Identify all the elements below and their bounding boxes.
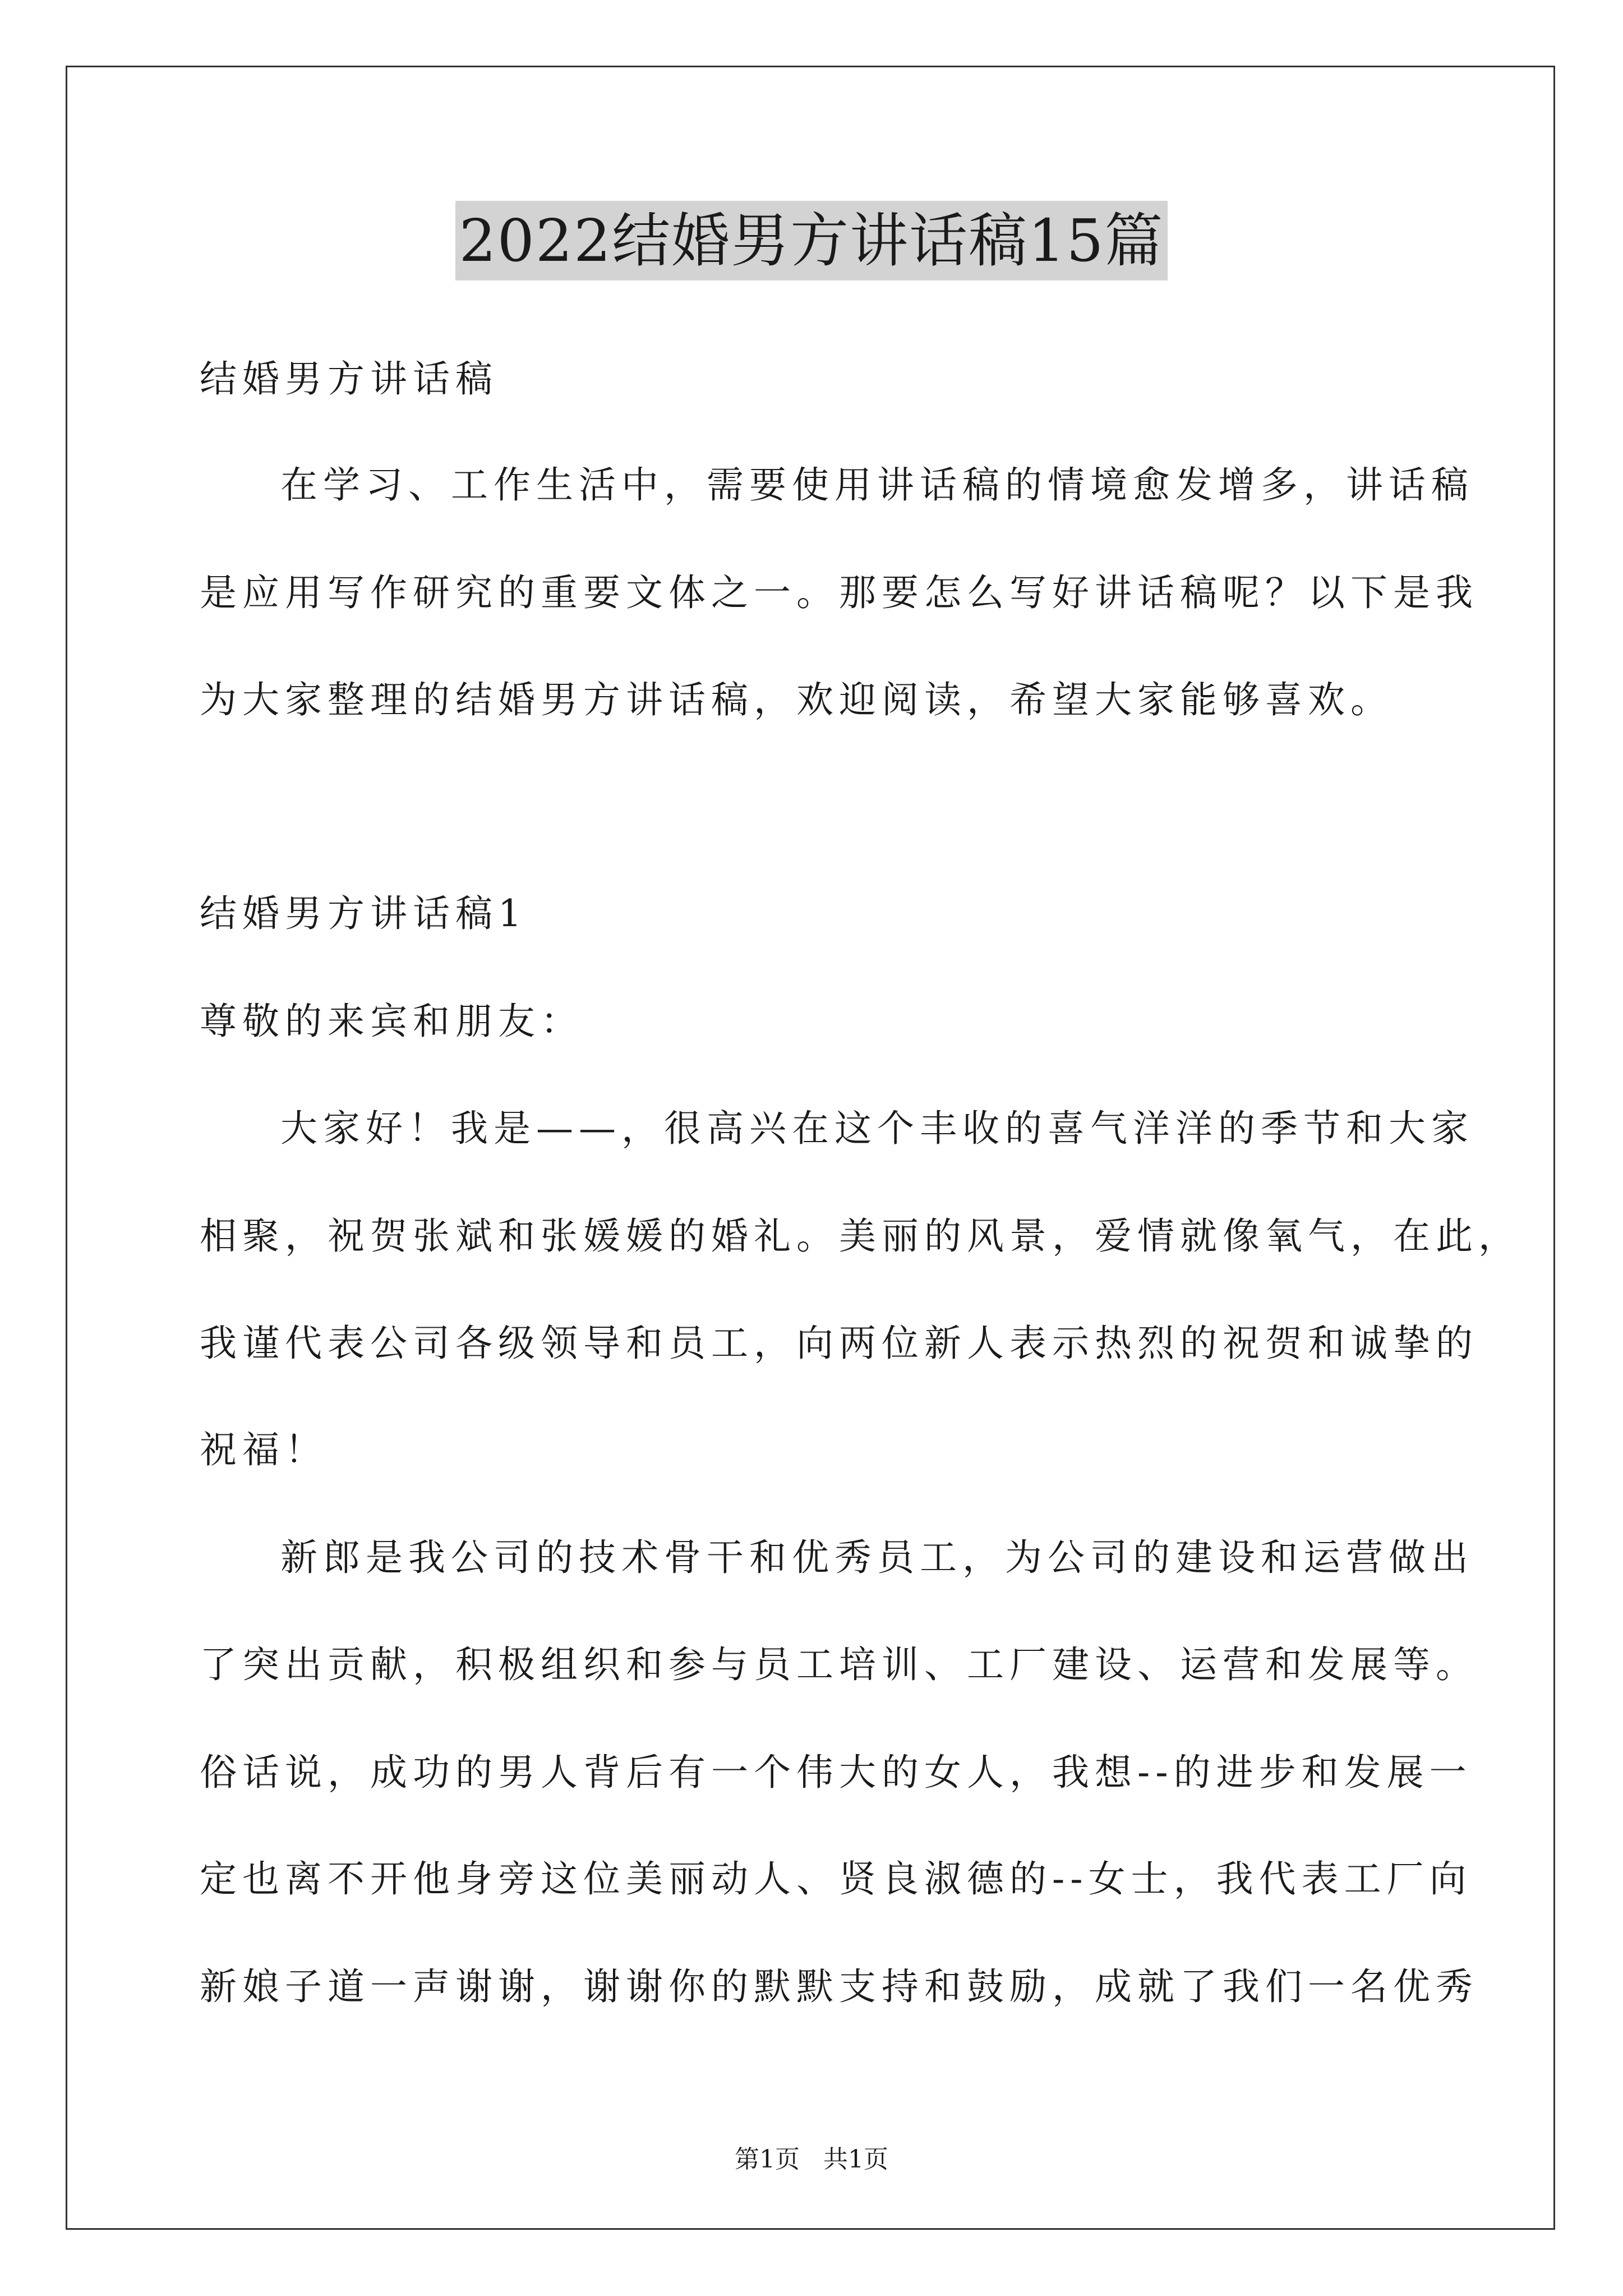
paragraph-line: 相聚，祝贺张斌和张媛媛的婚礼。美丽的风景，爱情就像氧气，在此，	[200, 1214, 1521, 1258]
paragraph-line: 新郎是我公司的技术骨干和优秀员工，为公司的建设和运营做出	[280, 1536, 1474, 1579]
document-title: 2022结婚男方讲话稿15篇	[455, 201, 1167, 280]
paragraph-line: 我谨代表公司各级领导和员工，向两位新人表示热烈的祝贺和诚挚的	[200, 1322, 1478, 1365]
paragraph-line: 俗话说，成功的男人背后有一个伟大的女人，我想--的进步和发展一	[200, 1751, 1472, 1794]
paragraph-line: 祝福！	[200, 1428, 328, 1471]
paragraph-line: 为大家整理的结婚男方讲话稿，欢迎阅读，希望大家能够喜欢。	[200, 678, 1393, 721]
paragraph-line: 新娘子道一声谢谢，谢谢你的默默支持和鼓励，成就了我们一名优秀	[200, 1965, 1478, 2008]
salutation: 尊敬的来宾和朋友：	[200, 1000, 583, 1043]
page-number-footer: 第1页 共1页	[735, 2145, 888, 2174]
paragraph-line: 定也离不开他身旁这位美丽动人、贤良淑德的--女士，我代表工厂向	[200, 1857, 1472, 1901]
paragraph-line: 大家好！我是——，很高兴在这个丰收的喜气洋洋的季节和大家	[280, 1107, 1474, 1150]
paragraph-line: 在学习、工作生活中，需要使用讲话稿的情境愈发增多，讲话稿	[280, 463, 1474, 507]
paragraph-line: 是应用写作研究的重要文体之一。那要怎么写好讲话稿呢？以下是我	[200, 571, 1478, 614]
section-heading: 结婚男方讲话稿	[200, 357, 498, 401]
paragraph-line: 了突出贡献，积极组织和参与员工培训、工厂建设、运营和发展等。	[200, 1643, 1478, 1686]
title-container	[0, 201, 1623, 280]
section-heading: 结婚男方讲话稿1	[200, 892, 527, 935]
